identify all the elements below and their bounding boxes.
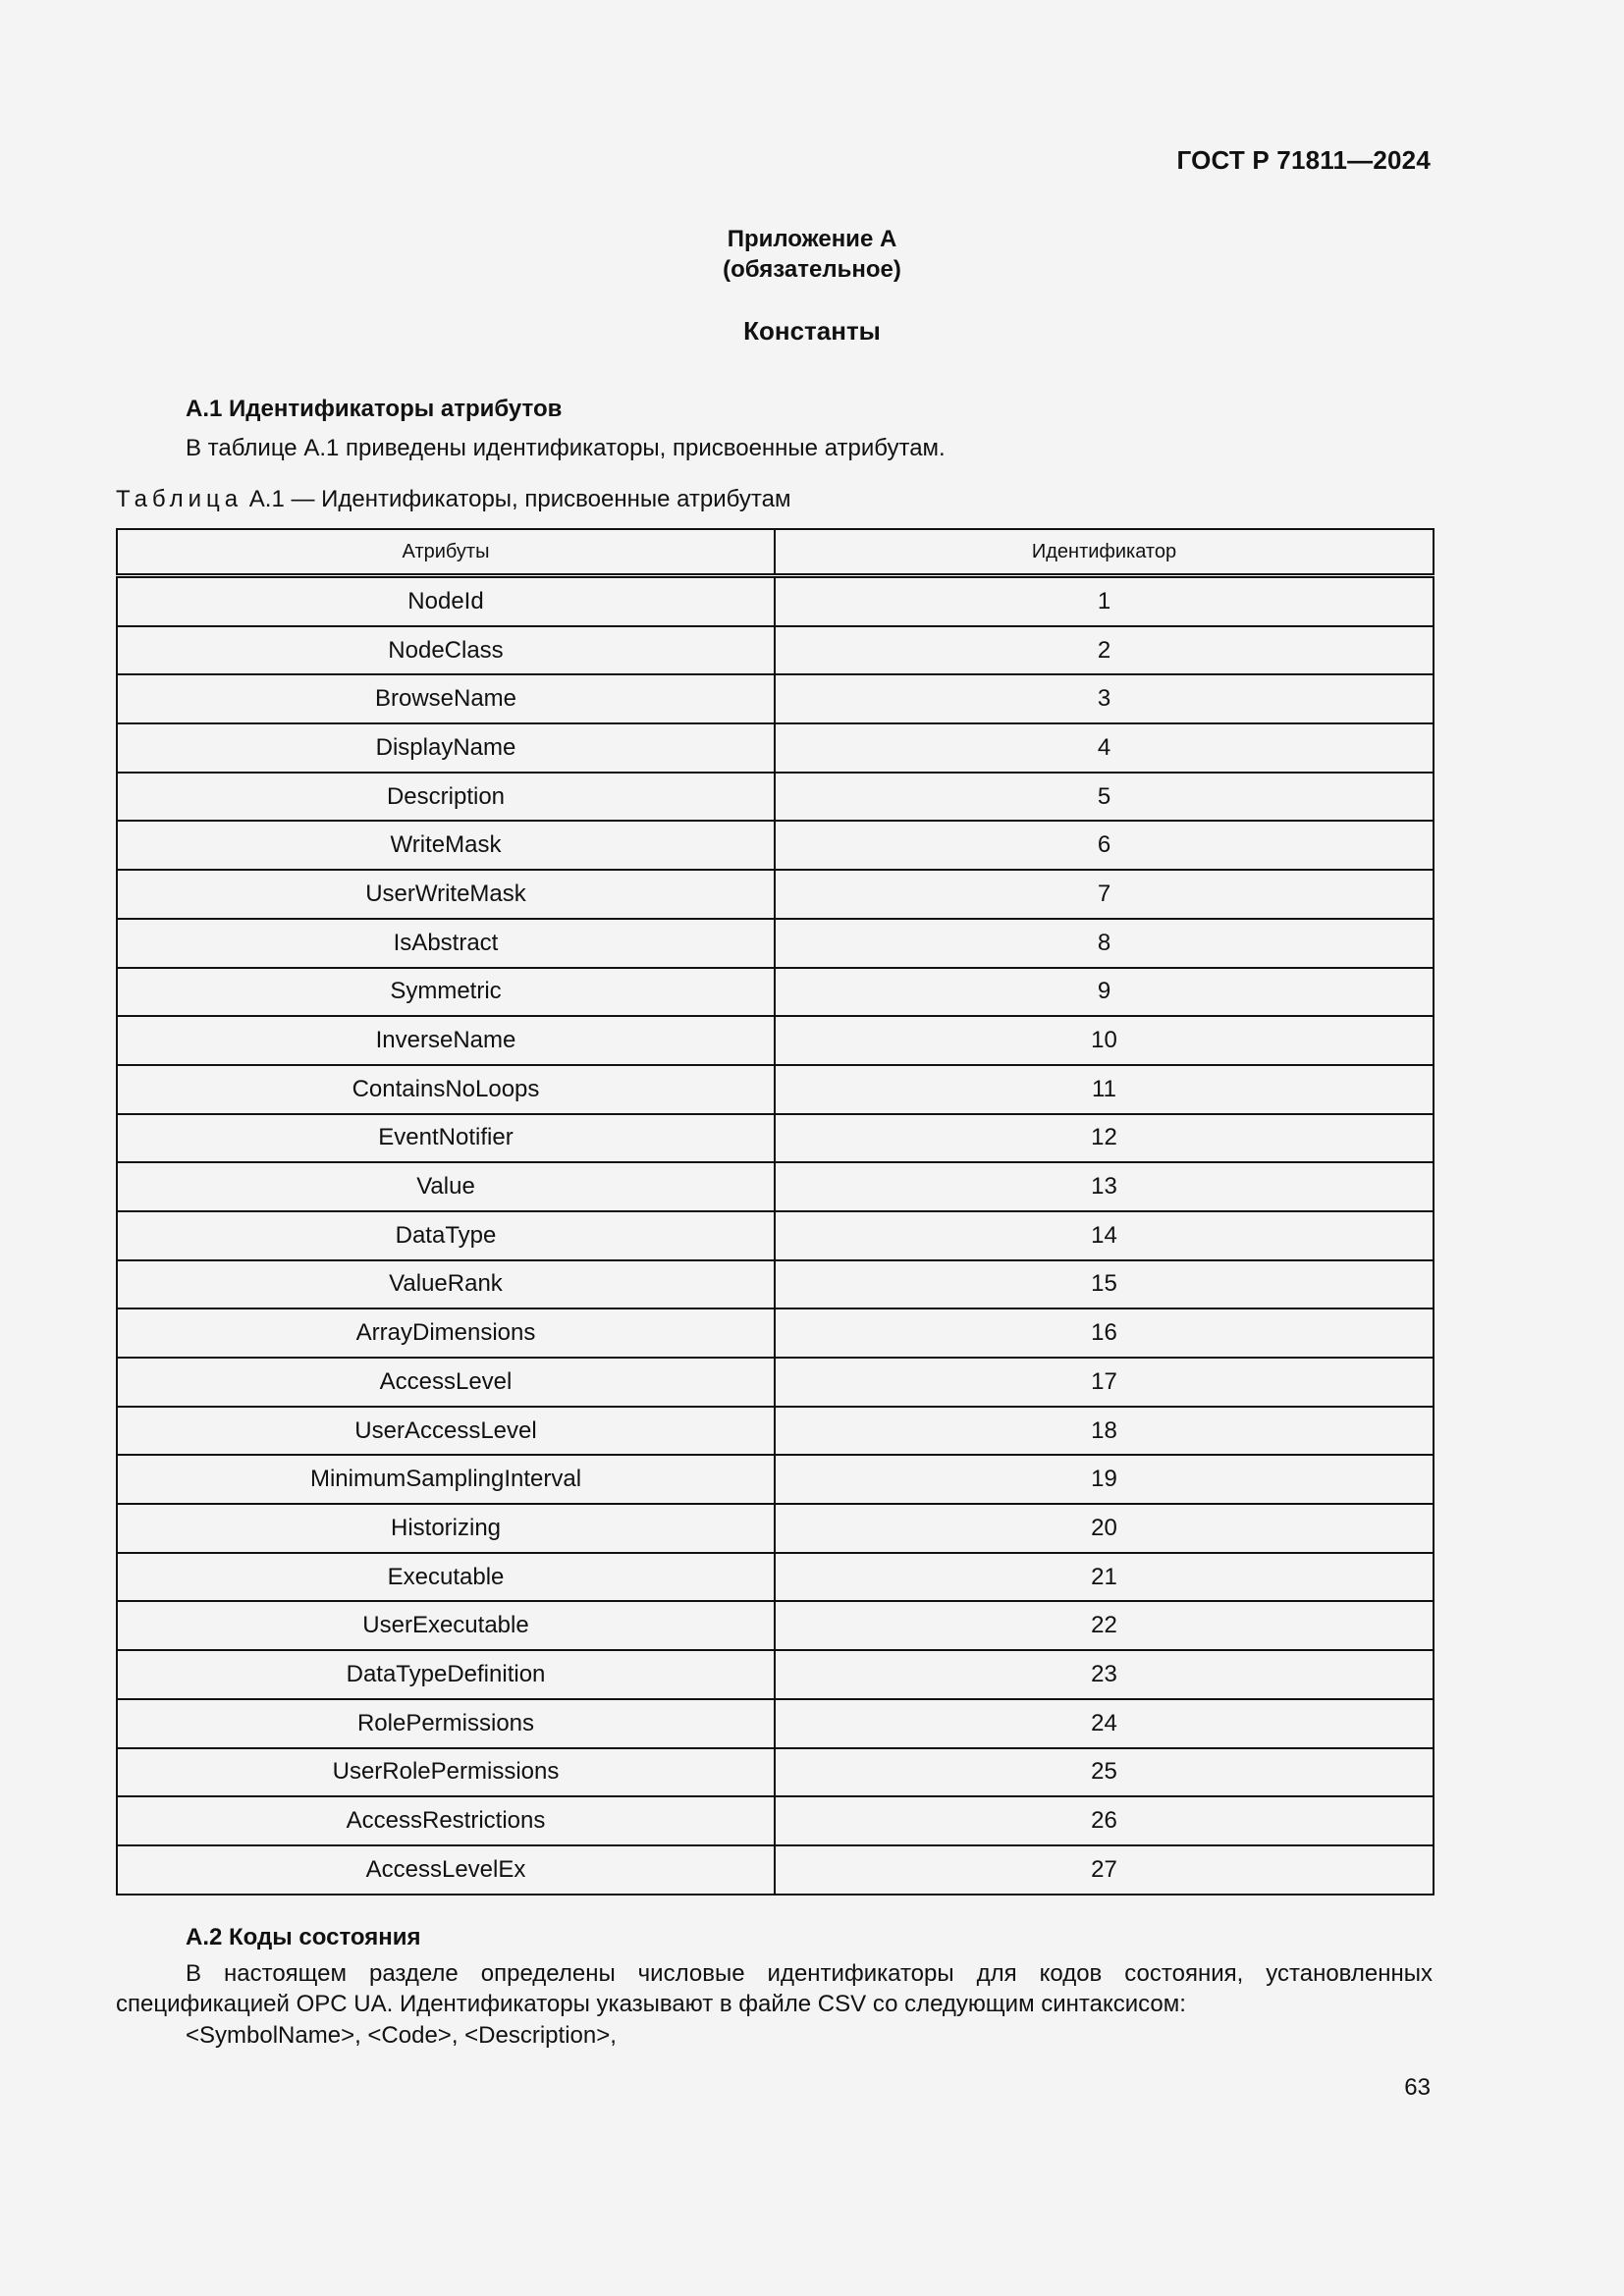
table-row <box>117 1407 1434 1456</box>
attribute-name-cell: NodeClass <box>117 626 775 675</box>
table-row <box>117 1748 1434 1797</box>
attribute-name-cell: DisplayName <box>117 723 775 773</box>
table-row <box>117 723 1434 773</box>
identifier-cell: 14 <box>775 1211 1434 1260</box>
identifier-cell: 1 <box>775 576 1434 626</box>
table-row <box>117 1455 1434 1504</box>
table-row <box>117 1114 1434 1163</box>
table-row <box>117 1260 1434 1309</box>
attribute-name-cell: WriteMask <box>117 821 775 870</box>
table-row <box>117 576 1434 626</box>
identifier-cell: 3 <box>775 674 1434 723</box>
attribute-name-cell: EventNotifier <box>117 1114 775 1163</box>
table-row <box>117 919 1434 968</box>
identifier-cell: 11 <box>775 1065 1434 1114</box>
table-row <box>117 773 1434 822</box>
table-row <box>117 1358 1434 1407</box>
attribute-name-cell: IsAbstract <box>117 919 775 968</box>
table-row <box>117 1553 1434 1602</box>
table-row <box>117 1162 1434 1211</box>
identifier-cell: 26 <box>775 1796 1434 1845</box>
table-caption <box>116 486 790 513</box>
table-row <box>117 1065 1434 1114</box>
attribute-name-cell: Description <box>117 773 775 822</box>
attribute-name-cell: DataType <box>117 1211 775 1260</box>
attribute-name-cell: MinimumSamplingInterval <box>117 1455 775 1504</box>
identifier-cell: 9 <box>775 968 1434 1017</box>
status-codes-paragraph: В настоящем разделе определены числовые идентификаторы для кодов состояния, установленных спецификацией OPC UA. Идентификаторы указывают в файле CSV со следующим синтаксисом: <box>116 1960 1433 2017</box>
column-header-identifier: Идентификатор <box>775 529 1434 576</box>
attribute-name-cell: ValueRank <box>117 1260 775 1309</box>
document-code: ГОСТ Р 71811—2024 <box>1176 145 1431 175</box>
attribute-name-cell: Historizing <box>117 1504 775 1553</box>
identifier-cell: 4 <box>775 723 1434 773</box>
attribute-name-cell: UserWriteMask <box>117 870 775 919</box>
section-title: Константы <box>743 316 881 346</box>
annex-status: (обязательное) <box>723 256 901 283</box>
identifier-cell: 22 <box>775 1601 1434 1650</box>
intro-paragraph: В таблице А.1 приведены идентификаторы, присвоенные атрибутам. <box>186 435 946 461</box>
attribute-name-cell: Executable <box>117 1553 775 1602</box>
identifier-cell: 19 <box>775 1455 1434 1504</box>
table-row <box>117 1796 1434 1845</box>
column-header-attributes: Атрибуты <box>117 529 775 576</box>
identifier-cell: 6 <box>775 821 1434 870</box>
table-row <box>117 821 1434 870</box>
table-header-row <box>117 529 1434 576</box>
identifier-cell: 24 <box>775 1699 1434 1748</box>
annex-title: Приложение А <box>727 226 897 252</box>
identifier-cell: 8 <box>775 919 1434 968</box>
attribute-name-cell: BrowseName <box>117 674 775 723</box>
attribute-name-cell: UserAccessLevel <box>117 1407 775 1456</box>
table-row <box>117 1308 1434 1358</box>
attribute-name-cell: AccessRestrictions <box>117 1796 775 1845</box>
identifier-cell: 13 <box>775 1162 1434 1211</box>
attribute-name-cell: AccessLevel <box>117 1358 775 1407</box>
attribute-name-cell: InverseName <box>117 1016 775 1065</box>
identifier-cell: 27 <box>775 1845 1434 1895</box>
identifier-cell: 7 <box>775 870 1434 919</box>
attribute-name-cell: UserRolePermissions <box>117 1748 775 1797</box>
identifier-cell: 15 <box>775 1260 1434 1309</box>
identifier-cell: 10 <box>775 1016 1434 1065</box>
annex-heading <box>0 224 1624 285</box>
csv-syntax-line: <SymbolName>, <Code>, <Description>, <box>186 2022 617 2049</box>
table-row <box>117 1699 1434 1748</box>
attribute-id-table <box>116 528 1435 1896</box>
table-row <box>117 1016 1434 1065</box>
subsection-heading-a1: А.1 Идентификаторы атрибутов <box>186 396 563 422</box>
attribute-name-cell: UserExecutable <box>117 1601 775 1650</box>
identifier-cell: 12 <box>775 1114 1434 1163</box>
identifier-cell: 16 <box>775 1308 1434 1358</box>
table-row <box>117 1845 1434 1895</box>
page-number: 63 <box>1404 2074 1431 2101</box>
table-caption-word: Таблица <box>116 486 244 512</box>
identifier-cell: 17 <box>775 1358 1434 1407</box>
table-caption-text: А.1 — Идентификаторы, присвоенные атрибутам <box>243 486 791 512</box>
attribute-name-cell: AccessLevelEx <box>117 1845 775 1895</box>
identifier-cell: 2 <box>775 626 1434 675</box>
attribute-name-cell: RolePermissions <box>117 1699 775 1748</box>
table-row <box>117 1504 1434 1553</box>
attribute-name-cell: Value <box>117 1162 775 1211</box>
attribute-name-cell: DataTypeDefinition <box>117 1650 775 1699</box>
table-row <box>117 674 1434 723</box>
attribute-name-cell: Symmetric <box>117 968 775 1017</box>
attribute-name-cell: NodeId <box>117 576 775 626</box>
identifier-cell: 23 <box>775 1650 1434 1699</box>
attribute-name-cell: ArrayDimensions <box>117 1308 775 1358</box>
identifier-cell: 20 <box>775 1504 1434 1553</box>
identifier-cell: 5 <box>775 773 1434 822</box>
attribute-name-cell: ContainsNoLoops <box>117 1065 775 1114</box>
table-row <box>117 968 1434 1017</box>
table-row <box>117 870 1434 919</box>
table-row <box>117 1211 1434 1260</box>
identifier-cell: 25 <box>775 1748 1434 1797</box>
identifier-cell: 18 <box>775 1407 1434 1456</box>
table-row <box>117 1650 1434 1699</box>
subsection-heading-a2: А.2 Коды состояния <box>186 1924 421 1950</box>
identifier-cell: 21 <box>775 1553 1434 1602</box>
table-row <box>117 626 1434 675</box>
table-row <box>117 1601 1434 1650</box>
